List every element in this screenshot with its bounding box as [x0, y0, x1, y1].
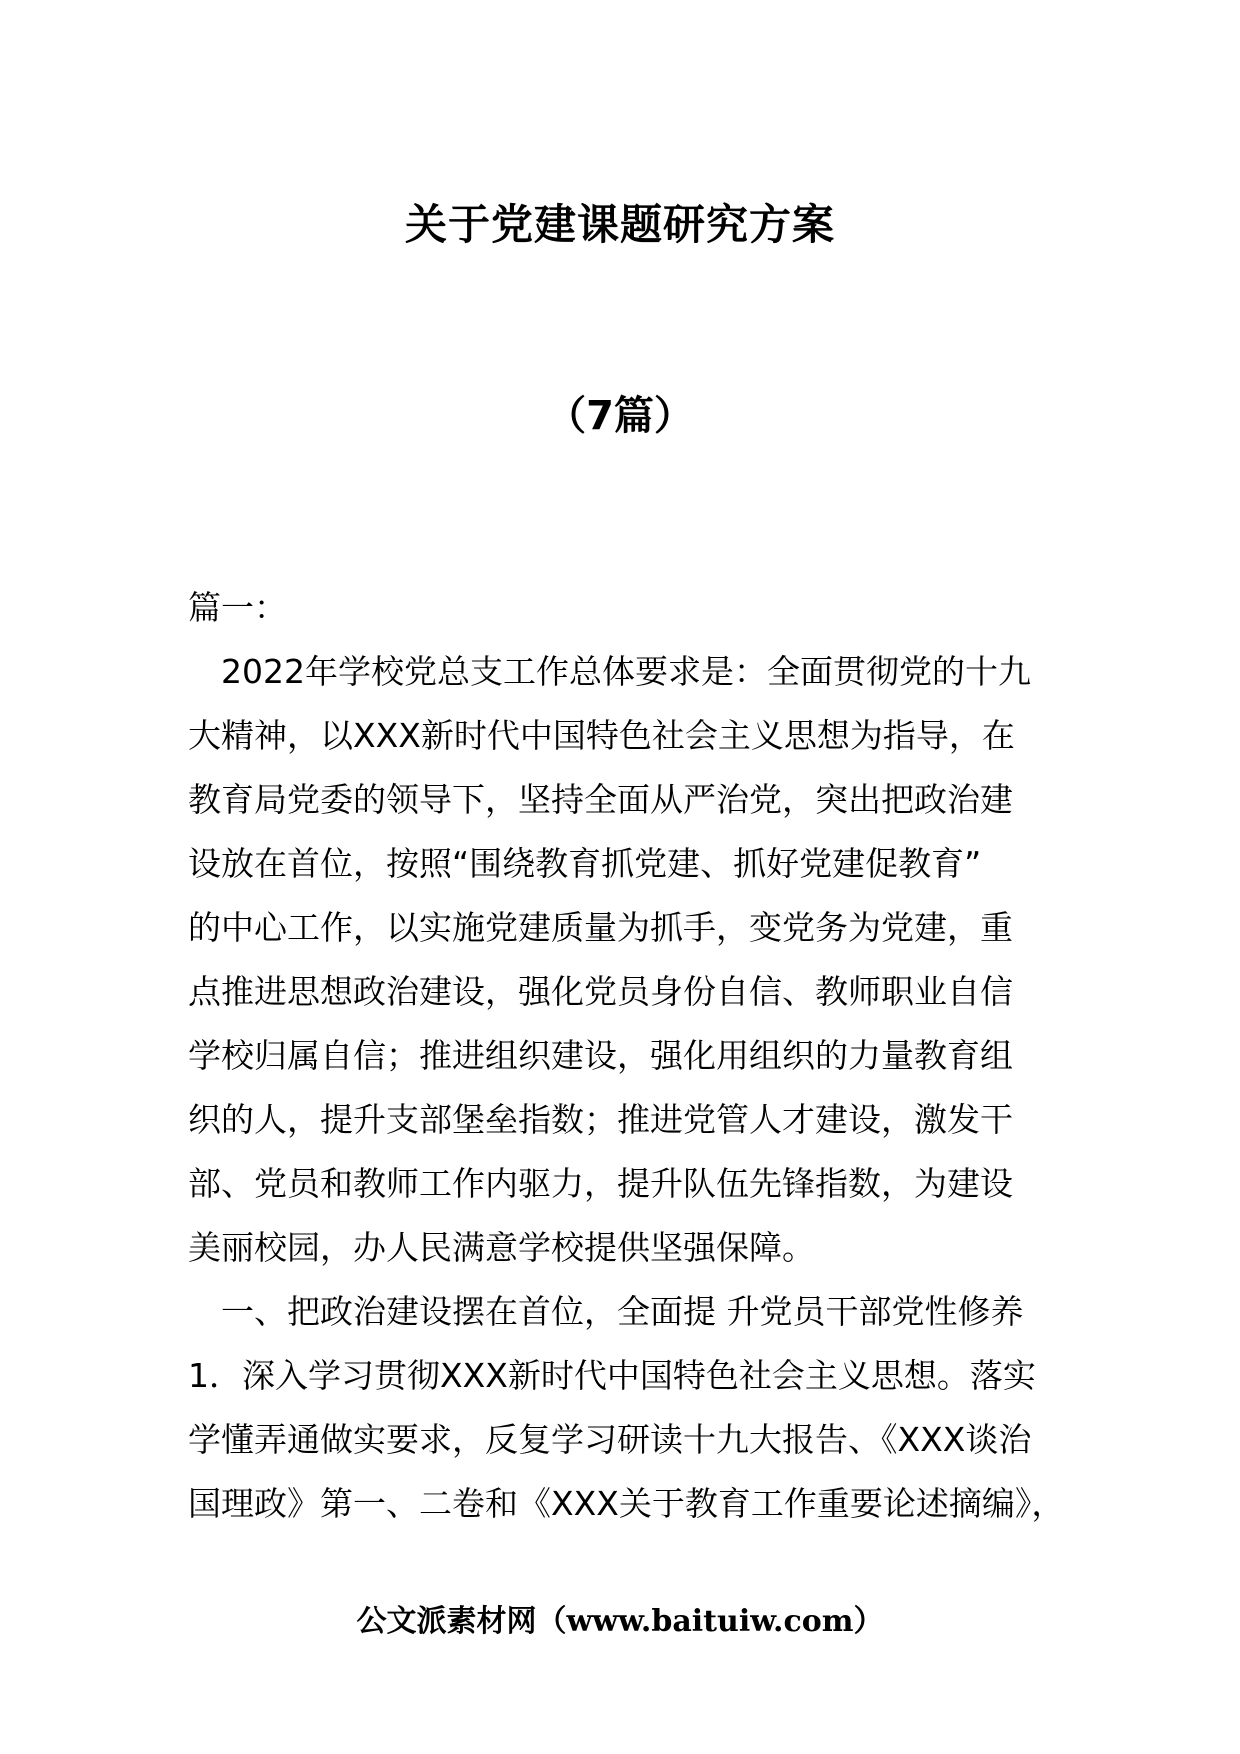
body-line: 设放在首位，按照“围绕教育抓党建、抓好党建促教育”: [188, 844, 982, 883]
body-line: 大精神，以XXX新时代中国特色社会主义思想为指导，在: [188, 716, 1015, 755]
footer-source: 公文派素材网（www.baituiw.com）: [356, 1604, 884, 1639]
body-line: 1．深入学习贯彻XXX新时代中国特色社会主义思想。落实: [188, 1356, 1036, 1395]
body-line: 部、党员和教师工作内驱力，提升队伍先锋指数，为建设: [188, 1164, 1013, 1203]
body-line: 篇一：: [188, 588, 287, 627]
body-line: 织的人，提升支部堡垒指数；推进党管人才建设，激发干: [188, 1100, 1013, 1139]
body-line: 一、把政治建设摆在首位，全面提 升党员干部党性修养: [221, 1292, 1024, 1331]
body-line: 学懂弄通做实要求，反复学习研读十九大报告、《XXX谈治: [188, 1420, 1032, 1459]
body-line: 美丽校园，办人民满意学校提供坚强保障。: [188, 1228, 815, 1267]
document-title: 关于党建课题研究方案: [404, 200, 835, 249]
body-line: 学校归属自信；推进组织建设，强化用组织的力量教育组: [188, 1036, 1013, 1075]
body-line: 的中心工作，以实施党建质量为抓手，变党务为党建，重: [188, 908, 1013, 947]
body-line: 2022年学校党总支工作总体要求是：全面贯彻党的十九: [221, 652, 1031, 691]
body-line: 教育局党委的领导下，坚持全面从严治党，突出把政治建: [188, 780, 1013, 819]
body-line: 点推进思想政治建设，强化党员身份自信、教师职业自信: [188, 972, 1013, 1011]
body-line: 国理政》第一、二卷和《XXX关于教育工作重要论述摘编》，: [188, 1484, 1065, 1523]
document-subtitle: （7篇）: [546, 393, 694, 439]
document-body: [188, 576, 1068, 1536]
